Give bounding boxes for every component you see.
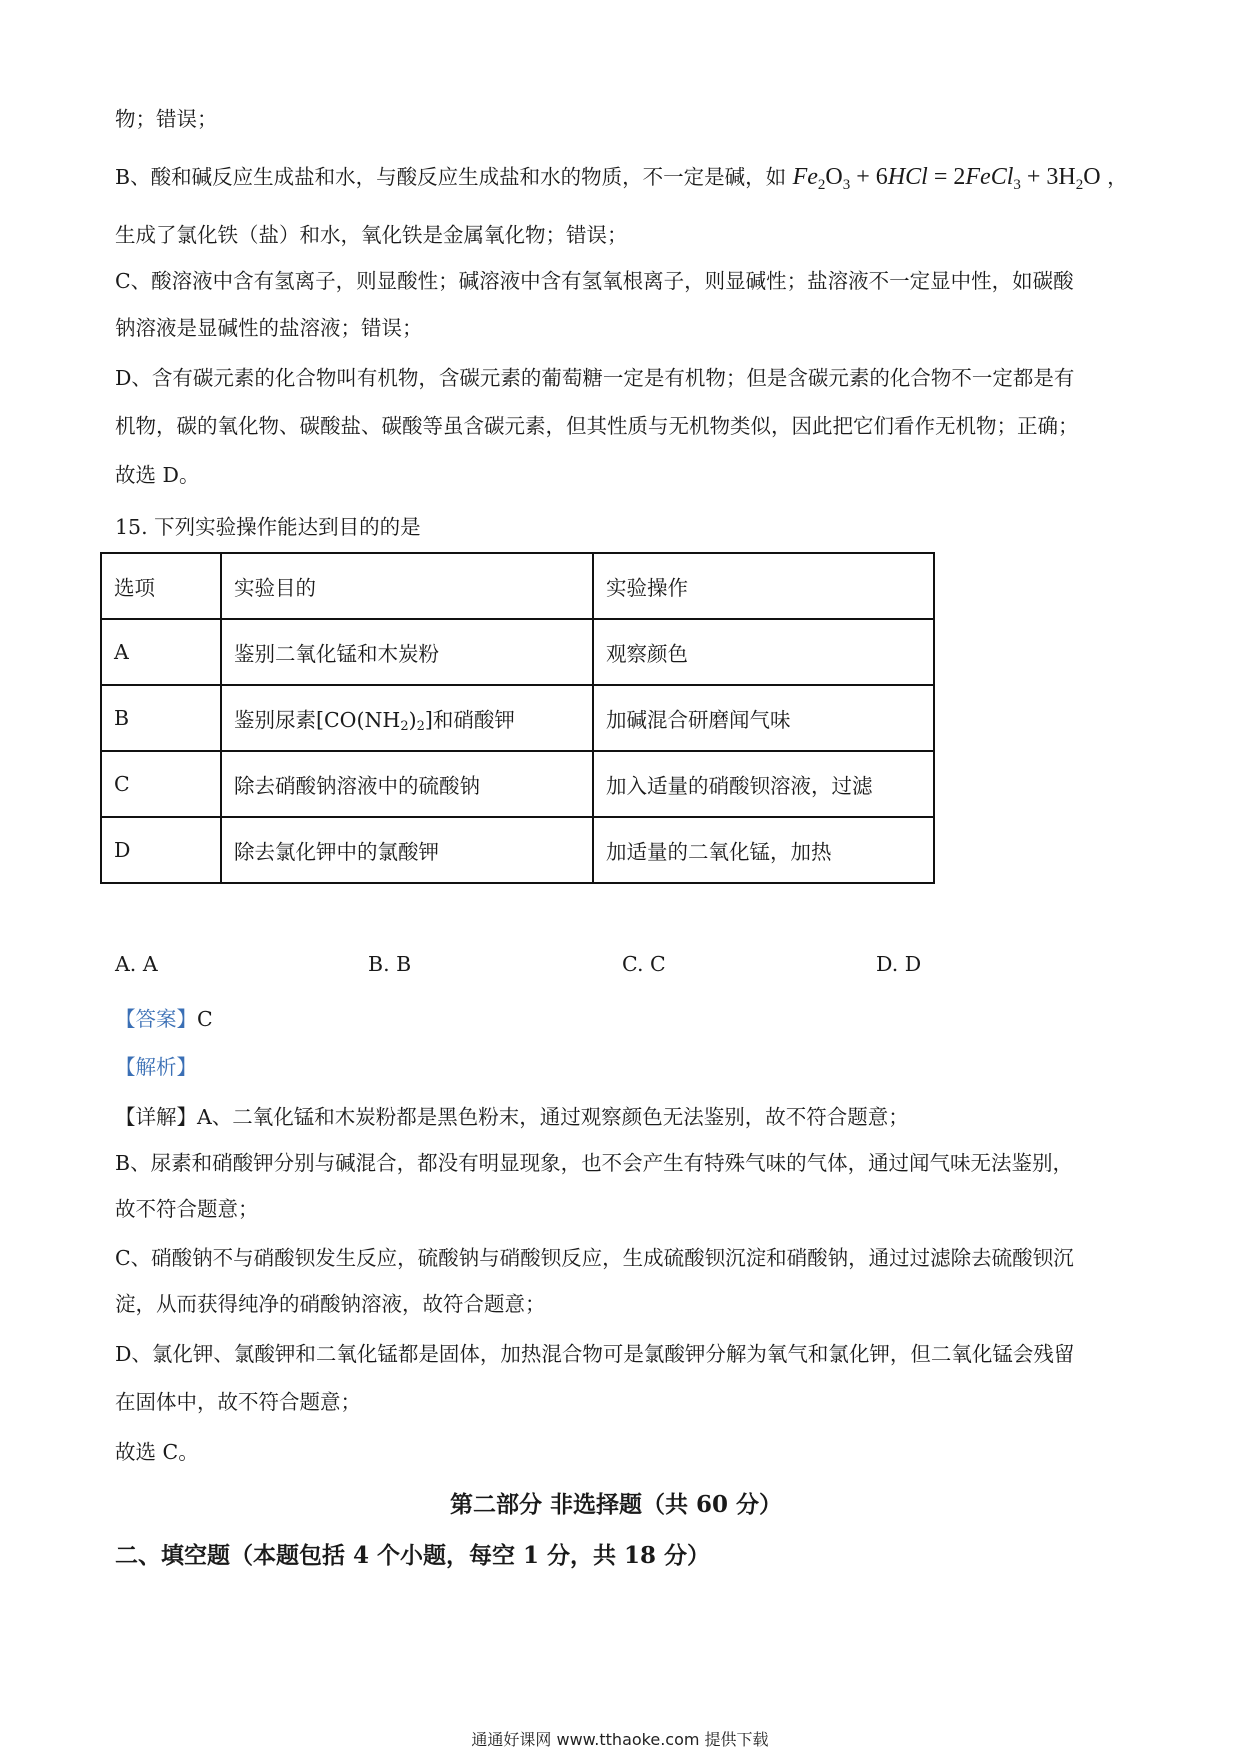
analysis-line: 故不符合题意；	[115, 1197, 259, 1221]
analysis-line: 淀，从而获得纯净的硝酸钠溶液，故符合题意；	[115, 1292, 546, 1316]
table-cell: 鉴别二氧化锰和木炭粉	[221, 619, 593, 685]
table-cell: 加入适量的硝酸钡溶液，过滤	[593, 751, 934, 817]
table-header: 选项	[101, 553, 221, 619]
choice-b: B. B	[368, 952, 412, 976]
table-cell: 观察颜色	[593, 619, 934, 685]
question-title: 15. 下列实验操作能达到目的的是	[115, 515, 421, 539]
answer-value: C	[197, 1007, 213, 1031]
paragraph: D、含有碳元素的化合物叫有机物，含碳元素的葡萄糖一定是有机物；但是含碳元素的化合物不一定都是有	[115, 366, 1075, 390]
answer-tag: 【答案】	[115, 1007, 197, 1031]
table-row	[101, 685, 934, 751]
table-row	[101, 817, 934, 883]
table-row	[101, 619, 934, 685]
table-cell: C	[101, 751, 221, 817]
analysis-line: 故选 C。	[115, 1440, 199, 1464]
choice-d: D. D	[876, 952, 922, 976]
part-title: 第二部分 非选择题（共 60 分）	[450, 1491, 783, 1518]
paragraph: 机物，碳的氧化物、碳酸盐、碳酸等虽含碳元素，但其性质与无机物类似，因此把它们看作无机物；正确；	[115, 414, 1079, 438]
analysis-line: D、氯化钾、氯酸钾和二氧化锰都是固体，加热混合物可是氯酸钾分解为氧气和氯化钾，但二氧化锰会残留	[115, 1342, 1075, 1366]
paragraph-text: B、酸和碱反应生成盐和水，与酸反应生成盐和水的物质，不一定是碱，如	[115, 165, 787, 189]
table-cell: 加适量的二氧化锰，加热	[593, 817, 934, 883]
table-cell: A	[101, 619, 221, 685]
paragraph: 钠溶液是显碱性的盐溶液；错误；	[115, 316, 423, 340]
table-row	[101, 751, 934, 817]
table-header: 实验目的	[221, 553, 593, 619]
answer	[115, 1004, 213, 1034]
choice-a: A. A	[115, 952, 158, 976]
table-cell: 除去硝酸钠溶液中的硫酸钠	[221, 751, 593, 817]
footer-watermark: 通通好课网 www.tthaoke.com 提供下载	[471, 1730, 769, 1749]
table-cell: 除去氯化钾中的氯酸钾	[221, 817, 593, 883]
analysis-line: 【详解】A、二氧化锰和木炭粉都是黑色粉末，通过观察颜色无法鉴别，故不符合题意；	[115, 1105, 909, 1129]
table-cell: 加碱混合研磨闻气味	[593, 685, 934, 751]
paragraph: C、酸溶液中含有氢离子，则显酸性；碱溶液中含有氢氧根离子，则显碱性；盐溶液不一定显中性，如碳酸	[115, 269, 1074, 293]
table-header: 实验操作	[593, 553, 934, 619]
table-cell: B	[101, 685, 221, 751]
choice-c: C. C	[622, 952, 666, 976]
experiment-table	[100, 552, 935, 884]
table-header-row	[101, 553, 934, 619]
paragraph: 物；错误；	[115, 107, 218, 131]
paragraph: 故选 D。	[115, 463, 200, 487]
paragraph-with-formula: B、酸和碱反应生成盐和水，与酸反应生成盐和水的物质，不一定是碱，如 $Fe_2O_3 + 6HCl$ = 2FeCl$_3$ + $3H_2O$ ，	[115, 164, 1128, 193]
table-cell: D	[101, 817, 221, 883]
analysis-tag: 【解析】	[115, 1055, 197, 1079]
chemical-equation: $Fe_2O_3 + 6HCl$ = 2FeCl$_3$ + $3H_2O$	[792, 164, 1101, 193]
analysis-line: B、尿素和硝酸钾分别与碱混合，都没有明显现象，也不会产生有特殊气味的气体，通过闻气味无法鉴别，	[115, 1151, 1074, 1175]
paragraph: 生成了氯化铁（盐）和水，氧化铁是金属氧化物；错误；	[115, 223, 628, 247]
section-title: 二、填空题（本题包括 4 个小题，每空 1 分，共 18 分）	[115, 1542, 711, 1569]
table-cell: 鉴别尿素$[CO(NH_2)_2]$和硝酸钾	[221, 685, 593, 751]
analysis-line: 在固体中，故不符合题意；	[115, 1390, 361, 1414]
analysis-line: C、硝酸钠不与硝酸钡发生反应，硫酸钠与硝酸钡反应，生成硫酸钡沉淀和硝酸钠，通过过滤除去硫酸钡沉	[115, 1246, 1074, 1270]
